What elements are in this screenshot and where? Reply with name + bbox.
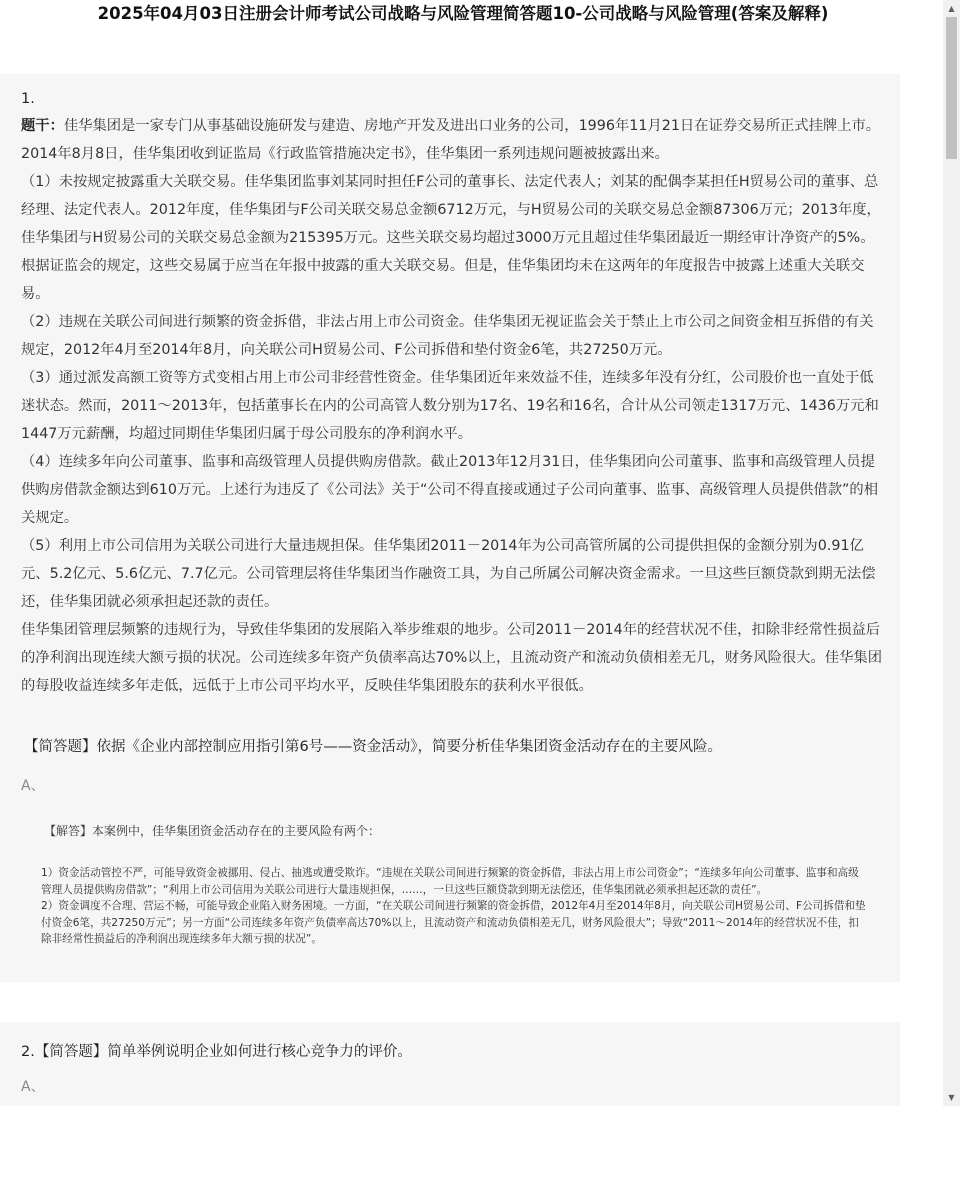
answer-point: 2）资金调度不合理、营运不畅，可能导致企业陷入财务困境。一方面，“在关联公司间进行频繁的资金拆借，2012年4月至2014年8月，向关联公司H贸易公司、F公司拆借和垫付资金6笔，共27250万元”；另一方面“公司连续多年资产负债率高达70%以上，且流动资产和流动负债相差无几，财务风险很大”；导致“2011～2014年的经营状况不佳，扣除非经常性损益后的净利润出现连续多年大额亏损的状况”。 xyxy=(41,900,866,945)
stem-label: 题干： xyxy=(21,118,64,134)
question-2-text: 【简答题】简单举例说明企业如何进行核心竞争力的评价。 xyxy=(34,1044,412,1060)
question-number: 2. xyxy=(21,1044,35,1060)
question-number: 1. xyxy=(21,91,35,107)
scrollbar-thumb[interactable] xyxy=(946,17,957,159)
stem-paragraph: （2）违规在关联公司间进行频繁的资金拆借，非法占用上市公司资金。佳华集团无视证监会关于禁止上市公司之间资金相互拆借的有关规定，2012年4月至2014年8月，向关联公司H贸易公司、F公司拆借和垫付资金6笔，共27250万元。 xyxy=(21,314,874,358)
vertical-scrollbar[interactable] xyxy=(943,0,960,1106)
question-prompt: 【简答题】依据《企业内部控制应用指引第6号——资金活动》，简要分析佳华集团资金活动存在的主要风险。 xyxy=(24,739,722,755)
question-2-prompt xyxy=(21,1040,412,1061)
answer-heading: 【解答】本案例中，佳华集团资金活动存在的主要风险有两个： xyxy=(44,824,381,838)
question-1-card xyxy=(0,74,900,982)
stem-paragraph: （5）利用上市公司信用为关联公司进行大量违规担保。佳华集团2011－2014年为公司高管所属的公司提供担保的金额分别为0.91亿元、5.2亿元、5.6亿元、7.7亿元。公司管理层将佳华集团当作融资工具，为自己所属公司解决资金需求。一旦这些巨额贷款到期无法偿还，佳华集团就必须承担起还款的责任。 xyxy=(21,538,876,610)
scroll-up-icon[interactable]: ▲ xyxy=(948,4,955,13)
answer-option-a[interactable]: A、 xyxy=(21,778,45,794)
stem-paragraph: （1）未按规定披露重大关联交易。佳华集团监事刘某同时担任F公司的董事长、法定代表人；刘某的配偶李某担任H贸易公司的董事、总经理、法定代表人。2012年度，佳华集团与F公司关联交易总金额6712万元，与H贸易公司的关联交易总金额87306万元；2013年度，佳华集团与H贸易公司的关联交易总金额为215395万元。这些关联交易均超过3000万元且超过佳华集团最近一期经审计净资产的5%。根据证监会的规定，这些交易属于应当在年报中披露的重大关联交易。但是，佳华集团均未在这两年的年度报告中披露上述重大关联交易。 xyxy=(21,174,881,302)
stem-intro xyxy=(21,112,887,168)
answer-explanation xyxy=(41,865,867,948)
answer-option-a[interactable]: A、 xyxy=(21,1079,45,1095)
page-title: 2025年04月03日注册会计师考试公司战略与风险管理简答题10-公司战略与风险管理(答案及解释) xyxy=(97,4,829,23)
stem-intro-text: 佳华集团是一家专门从事基础设施研发与建造、房地产开发及进出口业务的公司，1996年11月21日在证券交易所正式挂牌上市。2014年8月8日，佳华集团收到证监局《行政监管措施决定书》，佳华集团一系列违规问题被披露出来。 xyxy=(21,118,881,162)
stem-paragraph: 佳华集团管理层频繁的违规行为，导致佳华集团的发展陷入举步维艰的地步。公司2011－2014年的经营状况不佳，扣除非经常性损益后的净利润出现连续大额亏损的状况。公司连续多年资产负债率高达70%以上，且流动资产和流动负债相差无几，财务风险很大。佳华集团的每股收益连续多年走低，远低于上市公司平均水平，反映佳华集团股东的获利水平很低。 xyxy=(21,622,882,694)
question-stem xyxy=(21,112,887,700)
stem-paragraph: （4）连续多年向公司董事、监事和高级管理人员提供购房借款。截止2013年12月31日，佳华集团向公司董事、监事和高级管理人员提供购房借款金额达到610万元。上述行为违反了《公司法》关于“公司不得直接或通过子公司向董事、监事、高级管理人员提供借款”的相关规定。 xyxy=(21,454,879,526)
stem-paragraph: （3）通过派发高额工资等方式变相占用上市公司非经营性资金。佳华集团近年来效益不佳，连续多年没有分红，公司股价也一直处于低迷状态。然而，2011～2013年，包括董事长在内的公司高管人数分别为17名、19名和16名，合计从公司领走1317万元、1436万元和1447万元薪酬，均超过同期佳华集团归属于母公司股东的净利润水平。 xyxy=(21,370,879,442)
question-2-card xyxy=(0,1022,900,1106)
scroll-down-icon[interactable]: ▼ xyxy=(948,1093,955,1102)
answer-point: 1）资金活动管控不严，可能导致资金被挪用、侵占、抽逃或遭受欺诈。“违规在关联公司间进行频繁的资金拆借，非法占用上市公司资金”；“连续多年向公司董事、监事和高级管理人员提供购房借款”；“利用上市公司信用为关联公司进行大量违规担保，……，一旦这些巨额贷款到期无法偿还，佳华集团就必须承担起还款的责任”。 xyxy=(41,867,859,896)
